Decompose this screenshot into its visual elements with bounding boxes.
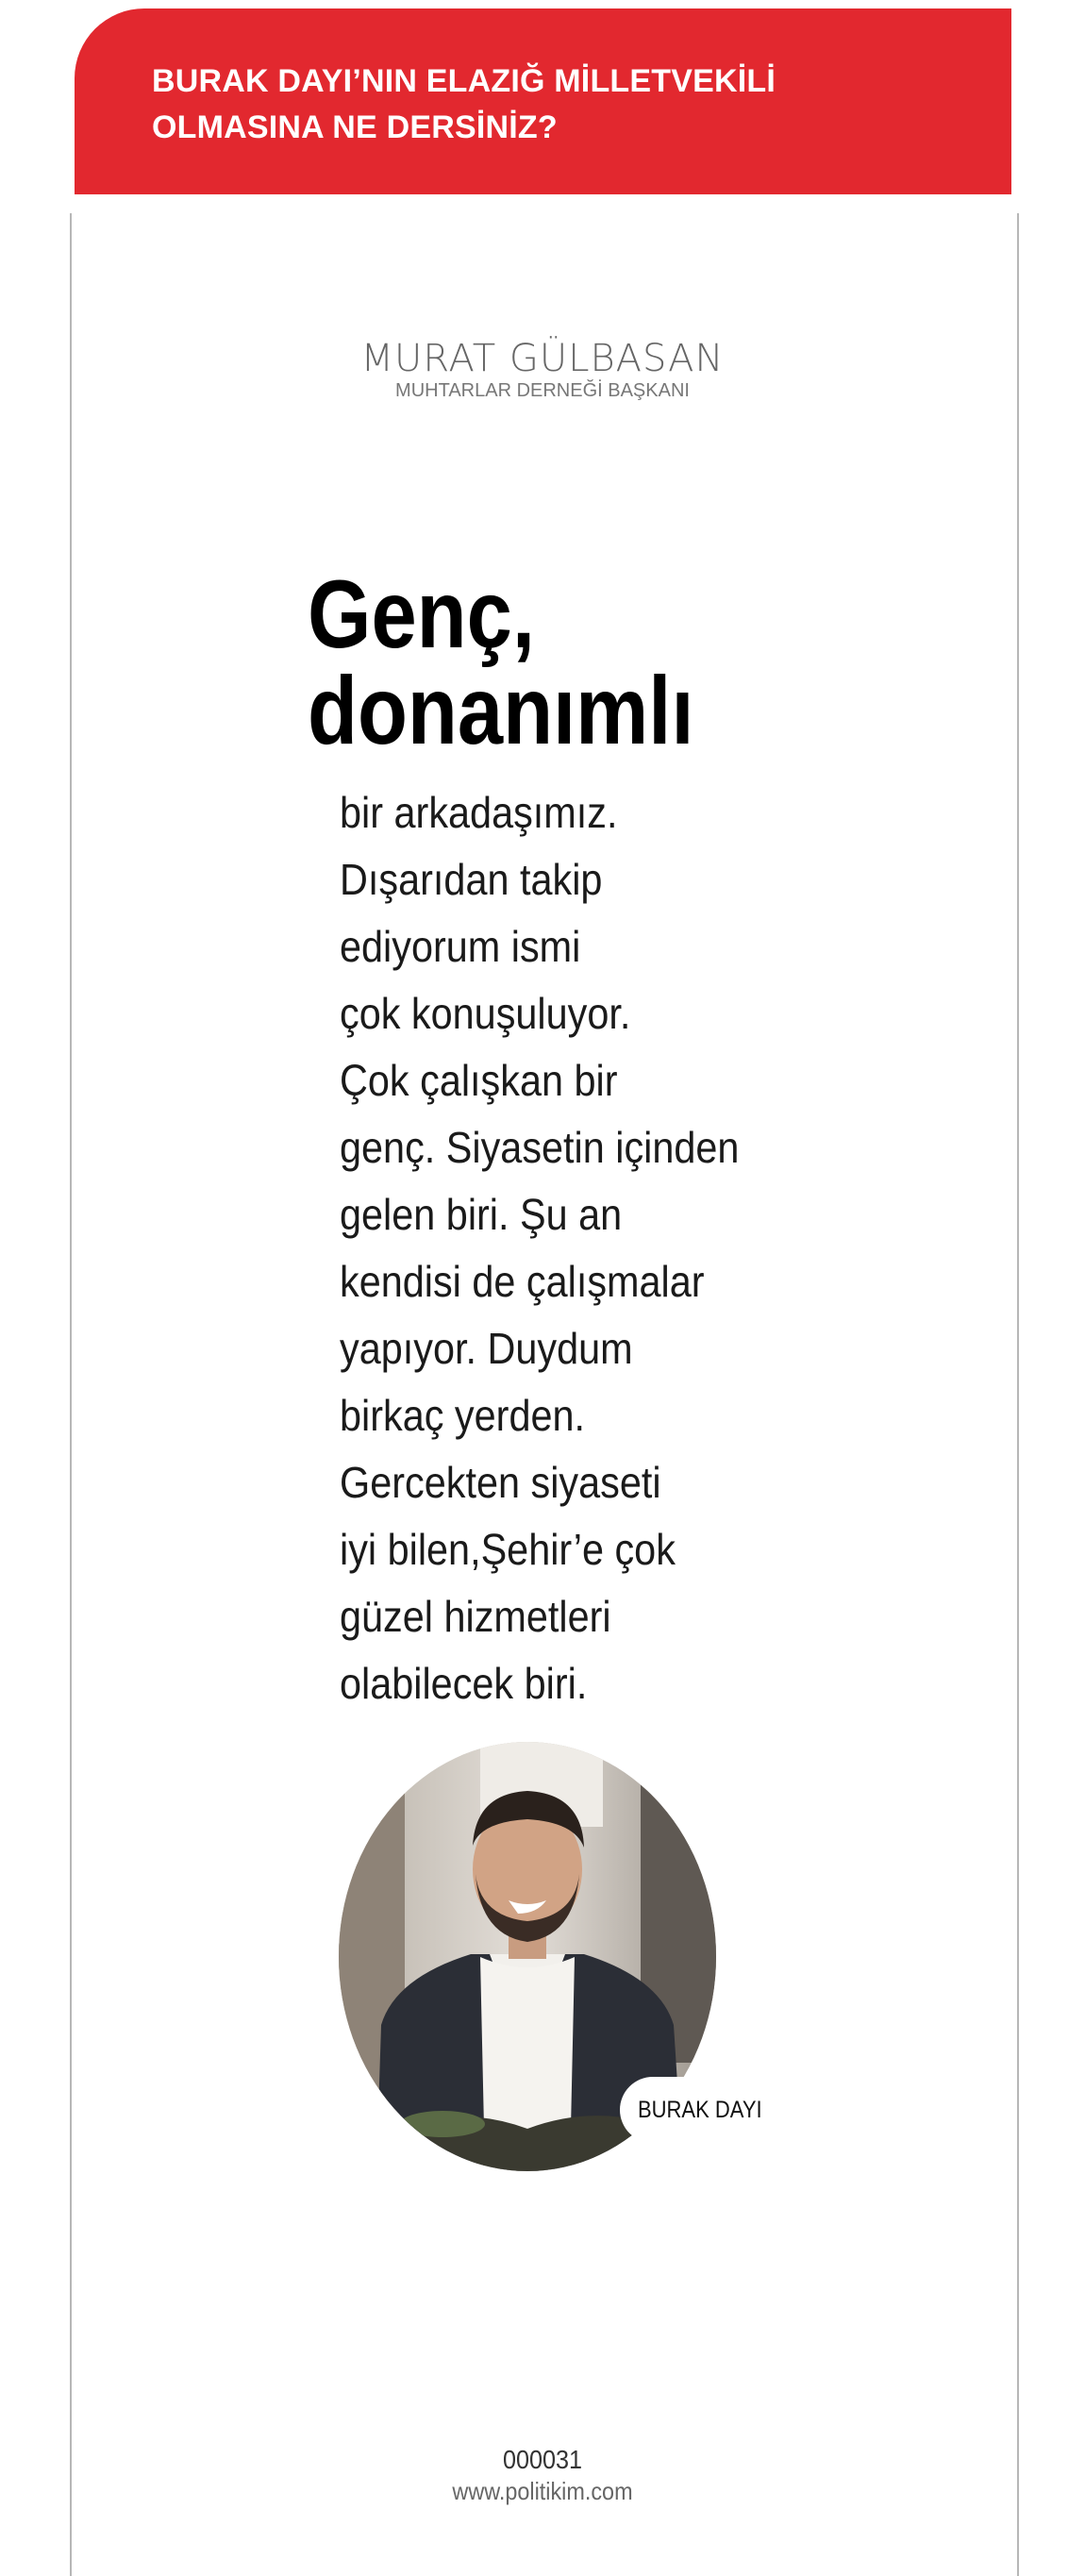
quote-line: gelen biri. Şu an	[340, 1190, 623, 1239]
photo-caption-text: BURAK DAYI	[638, 2096, 762, 2123]
frame-left-border	[70, 213, 72, 2576]
frame-right-border	[1017, 213, 1019, 2576]
quote-line: yapıyor. Duydum	[340, 1324, 633, 1373]
quote-line: Çok çalışkan bir	[340, 1056, 618, 1105]
banner-title	[152, 59, 776, 151]
page-code: 000031	[502, 2445, 583, 2474]
quote-line: olabilecek biri.	[340, 1659, 588, 1708]
author-block	[0, 336, 1085, 402]
author-role: MUHTARLAR DERNEĞİ BAŞKANI	[395, 380, 690, 401]
footer	[0, 2444, 1085, 2506]
photo-caption	[620, 2077, 780, 2143]
quote-line: birkaç yerden.	[340, 1391, 586, 1440]
author-name: MURAT GÜLBASAN	[360, 337, 725, 380]
header-banner	[75, 8, 1011, 194]
headline-line: Genç,	[308, 560, 535, 668]
banner-title-line: BURAK DAYI’NIN ELAZIĞ MİLLETVEKİLİ	[152, 63, 776, 99]
quote-line: genç. Siyasetin içinden	[340, 1123, 740, 1172]
quote-line: çok konuşuluyor.	[340, 989, 631, 1038]
banner-title-line: OLMASINA NE DERSİNİZ?	[152, 109, 558, 145]
quote-line: ediyorum ismi	[340, 922, 581, 971]
headline-line: donanımlı	[308, 657, 694, 764]
quote-line: Dışarıdan takip	[340, 855, 603, 904]
quote-line: kendisi de çalışmalar	[340, 1257, 705, 1306]
quote-line: Gercekten siyaseti	[340, 1458, 661, 1507]
quote-line: bir arkadaşımız.	[340, 788, 618, 837]
quote-line: iyi bilen,Şehir’e çok	[340, 1525, 676, 1574]
quote-body	[340, 779, 739, 1717]
quote-line: güzel hizmetleri	[340, 1592, 611, 1641]
headline	[308, 560, 694, 764]
website-link[interactable]: www.politikim.com	[452, 2477, 633, 2505]
